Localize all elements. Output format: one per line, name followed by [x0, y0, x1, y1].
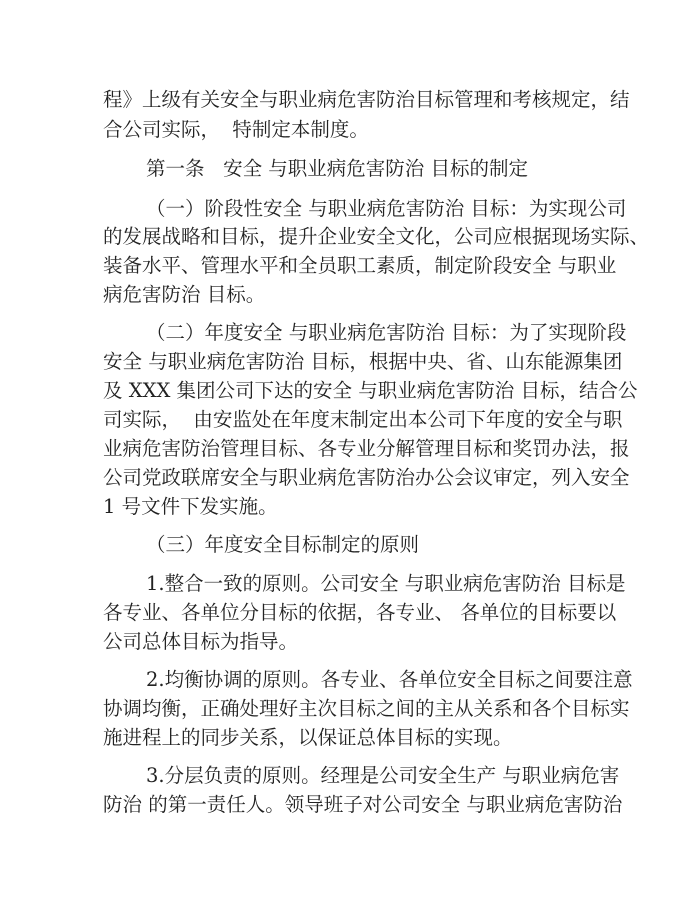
- paragraph-line: 施进程上的同步关系，以保证总体目标的实现。: [103, 726, 513, 749]
- paragraph-line: （一）阶段性安全 与职业病危害防治 目标：为实现公司: [146, 197, 627, 220]
- paragraph-line: 及 XXX 集团公司下达的安全 与职业病危害防治 目标，结合公: [103, 379, 638, 402]
- paragraph-line: 公司总体目标为指导。: [103, 630, 299, 653]
- paragraph-line: 的发展战略和目标，提升企业安全文化，公司应根据现场实际、: [103, 225, 650, 248]
- paragraph-line: 程》上级有关安全与职业病危害防治目标管理和考核规定，结: [103, 88, 630, 111]
- paragraph-line: 装备水平、管理水平和全员职工素质，制定阶段安全 与职业: [103, 254, 617, 277]
- paragraph-line: 公司党政联席安全与职业病危害防治办公会议审定，列入安全: [103, 466, 630, 489]
- paragraph-line: 1.整合一致的原则。公司安全 与职业病危害防治 目标是: [146, 572, 626, 595]
- paragraph-line: 各专业、各单位分目标的依据，各专业、 各单位的目标要以: [103, 601, 617, 624]
- paragraph-line: 合公司实际， 特制定本制度。: [103, 118, 369, 141]
- paragraph-line: （二）年度安全 与职业病危害防治 目标：为了实现阶段: [146, 321, 627, 344]
- paragraph-line: 2.均衡协调的原则。各专业、各单位安全目标之间要注意: [146, 668, 633, 691]
- paragraph-line: 协调均衡，正确处理好主次目标之间的主从关系和各个目标实: [103, 697, 630, 720]
- section-heading: （三）年度安全目标制定的原则: [146, 533, 420, 556]
- paragraph-line: 3.分层负责的原则。经理是公司安全生产 与职业病危害: [146, 764, 620, 787]
- paragraph-line: 司实际， 由安监处在年度末制定出本公司下年度的安全与职: [103, 408, 623, 431]
- paragraph-line: 1 号文件下发实施。: [103, 495, 278, 518]
- paragraph-line: 病危害防治 目标。: [103, 283, 266, 306]
- paragraph-line: 防治 的第一责任人。领导班子对公司安全 与职业病危害防治: [103, 793, 623, 816]
- paragraph-line: 安全 与职业病危害防治 目标，根据中央、省、山东能源集团: [103, 350, 623, 373]
- article-heading: 第一条 安全 与职业病危害防治 目标的制定: [146, 157, 528, 180]
- paragraph-line: 业病危害防治管理目标、各专业分解管理目标和奖罚办法，报: [103, 437, 630, 460]
